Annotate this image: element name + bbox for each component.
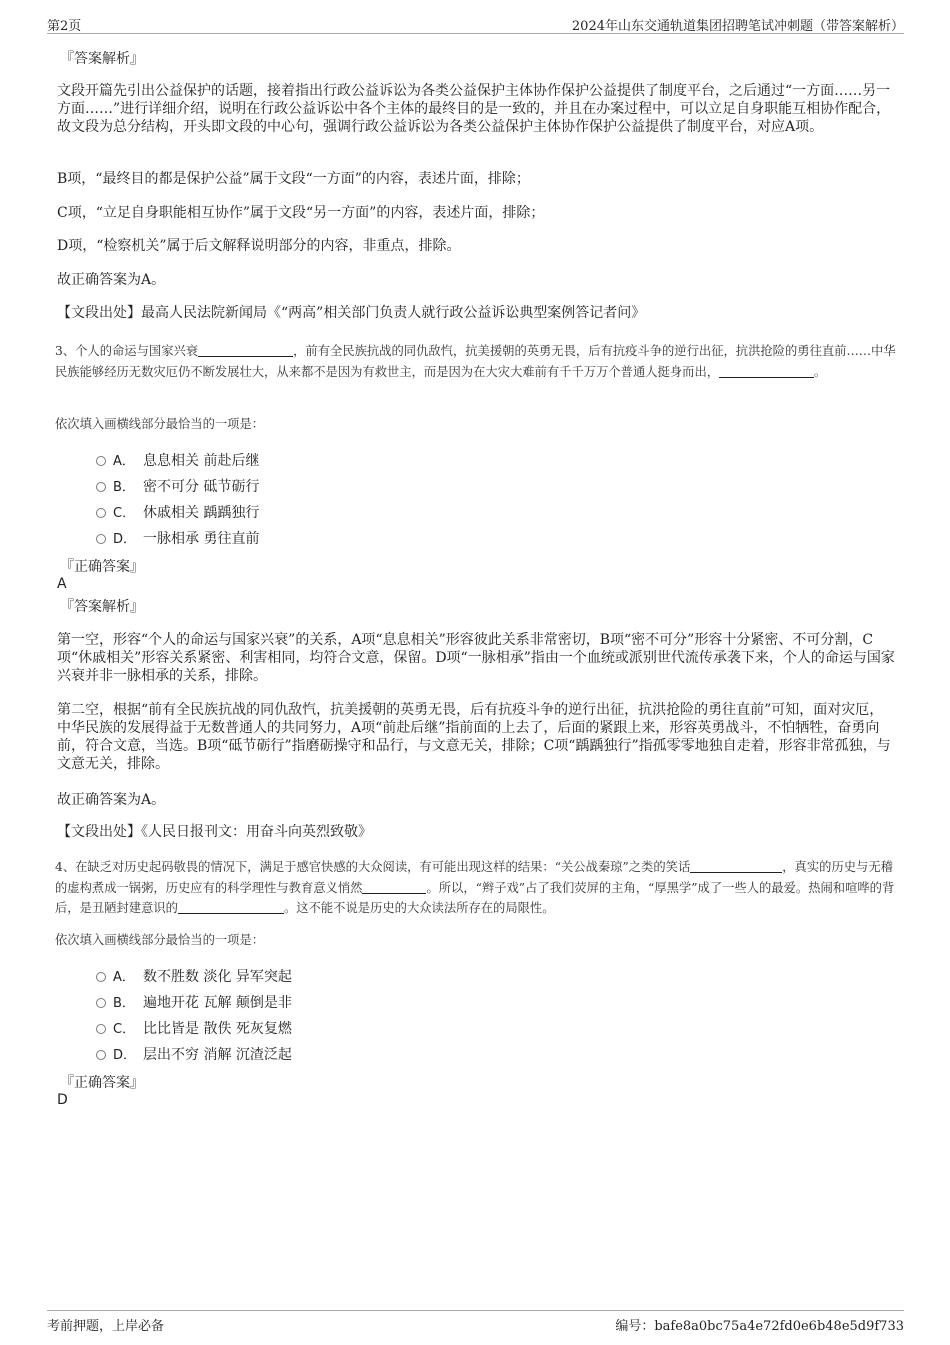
- q2-analysis-paragraph: 文段开篇先引出公益保护的话题，接着指出行政公益诉讼为各类公益保护主体协作保护公益提供了制度平台，之后通过“一方面……另一方面……”进行详细介绍，说明在行政公益诉讼中各个主体的最终目的是一致的，并且在办案过程中，可以立足自身职能互相协作配合，故文段为总分结构，开头即文段的中心句，强调行政公益诉讼为各类公益保护主体协作保护公益提供了制度平台，对应A项。: [57, 83, 891, 135]
- q2-analysis-option-d: D项，“检察机关”属于后文解释说明部分的内容，非重点，排除。: [57, 238, 461, 254]
- q2-source: 【文段出处】最高人民法院新闻局《“两高”相关部门负责人就行政公益诉讼典型案例答记者问》: [57, 305, 646, 321]
- q2-analysis-label: 『答案解析』: [60, 51, 144, 67]
- radio-icon[interactable]: [96, 972, 106, 982]
- document-id: 编号：bafe8a0bc75a4e72fd0e6b48e5d9f733: [615, 1319, 904, 1334]
- radio-icon[interactable]: [96, 1050, 106, 1060]
- q3-correct-label: 『正确答案』: [60, 559, 144, 575]
- q2-analysis-option-b: B项，“最终目的都是保护公益”属于文段“一方面”的内容，表述片面，排除；: [57, 171, 530, 187]
- footer-slogan: 考前押题，上岸必备: [47, 1319, 165, 1334]
- fill-blank: [719, 364, 814, 378]
- radio-icon[interactable]: [96, 534, 106, 544]
- fill-blank: [198, 343, 293, 357]
- fill-blank: [690, 859, 782, 873]
- q4-option-a[interactable]: A． 数不胜数 淡化 异军突起: [96, 968, 292, 987]
- radio-icon[interactable]: [96, 1024, 106, 1034]
- page-header: [47, 13, 904, 34]
- q3-stem: 3、个人的命运与国家兴衰 ，前有全民族抗战的同仇敌忾，抗美援朝的英勇无畏，后有抗疫斗争的逆行出征，抗洪抢险的勇往直前……中华民族能够经历无数灾厄仍不断发展壮大，从来都不是因为有救世主，而是因为在大灾大难前有千千万万个普通人挺身而出， 。: [55, 344, 896, 379]
- q3-source: 【文段出处】《人民日报刊文：用奋斗向英烈致敬》: [57, 824, 372, 840]
- q4-option-d[interactable]: D． 层出不穷 消解 沉渣泛起: [96, 1046, 292, 1065]
- q2-analysis-option-c: C项，“立足自身职能相互协作”属于文段“另一方面”的内容，表述片面，排除；: [57, 205, 545, 221]
- q3-option-d[interactable]: D． 一脉相承 勇往直前: [96, 530, 259, 549]
- radio-icon[interactable]: [96, 508, 106, 518]
- q4-correct-label: 『正确答案』: [60, 1075, 144, 1091]
- page-footer: [47, 1310, 904, 1333]
- radio-icon[interactable]: [96, 482, 106, 492]
- q4-option-c[interactable]: C． 比比皆是 散佚 死灰复燃: [96, 1020, 292, 1039]
- fill-blank: [362, 880, 426, 894]
- q3-option-b[interactable]: B． 密不可分 砥节砺行: [96, 478, 259, 497]
- document-title: 2024年山东交通轨道集团招聘笔试冲刺题（带答案解析）: [571, 19, 904, 34]
- q3-option-c[interactable]: C． 休戚相关 踽踽独行: [96, 504, 259, 523]
- q3-analysis-paragraph-2: 第二空，根据“前有全民族抗战的同仇敌忾，抗美援朝的英勇无畏，后有抗疫斗争的逆行出征，抗洪抢险的勇往直前”可知，面对灾厄，中华民族的发展得益于无数普通人的共同努力，A项“前赴后继”指前面的上去了，后面的紧跟上来，形容英勇战斗，不怕牺牲，奋勇向前，符合文意，当选。B项“砥节砺行”指磨砺操守和品行，与文意无关，排除；C项“踽踽独行”指孤零零地独自走着，形容非常孤独，与文意无关，排除。: [57, 702, 891, 772]
- q4-correct-answer: D: [57, 1092, 68, 1108]
- fill-blank: [178, 900, 284, 914]
- q3-prompt: 依次填入画横线部分最恰当的一项是：: [55, 417, 265, 431]
- radio-icon[interactable]: [96, 998, 106, 1008]
- page-number: 第2页: [47, 19, 82, 34]
- q4-prompt: 依次填入画横线部分最恰当的一项是：: [55, 933, 265, 947]
- q4-option-b[interactable]: B． 遍地开花 瓦解 颠倒是非: [96, 994, 292, 1013]
- radio-icon[interactable]: [96, 456, 106, 466]
- q4-stem: 4、在缺乏对历史起码敬畏的情况下，满足于感官快感的大众阅读，有可能出现这样的结果：“关公战秦琼”之类的笑话 ，真实的历史与无稽的虚构煮成一锅粥，历史应有的科学理性与教育意义悄然 。所以，“辫子戏”占了我们荧屏的主角，“厚黑学”成了一些人的最爱。热闹和喧哗的背后，是丑陋封建意识的 。这不能不说是历史的大众读法所存在的局限性。: [55, 860, 895, 915]
- q3-conclusion: 故正确答案为A。: [57, 792, 166, 808]
- q3-analysis-label: 『答案解析』: [60, 599, 144, 615]
- q3-analysis-paragraph-1: 第一空，形容“个人的命运与国家兴衰”的关系，A项“息息相关”形容彼此关系非常密切，B项“密不可分”形容十分紧密、不可分割，C项“休戚相关”形容关系紧密、利害相同，均符合文意，保留。D项“一脉相承”指由一个血统或派别世代流传承袭下来，个人的命运与国家兴衰并非一脉相承的关系，排除。: [57, 632, 895, 684]
- q2-conclusion: 故正确答案为A。: [57, 272, 166, 288]
- q3-option-a[interactable]: A． 息息相关 前赴后继: [96, 452, 259, 471]
- q3-correct-answer: A: [57, 576, 67, 592]
